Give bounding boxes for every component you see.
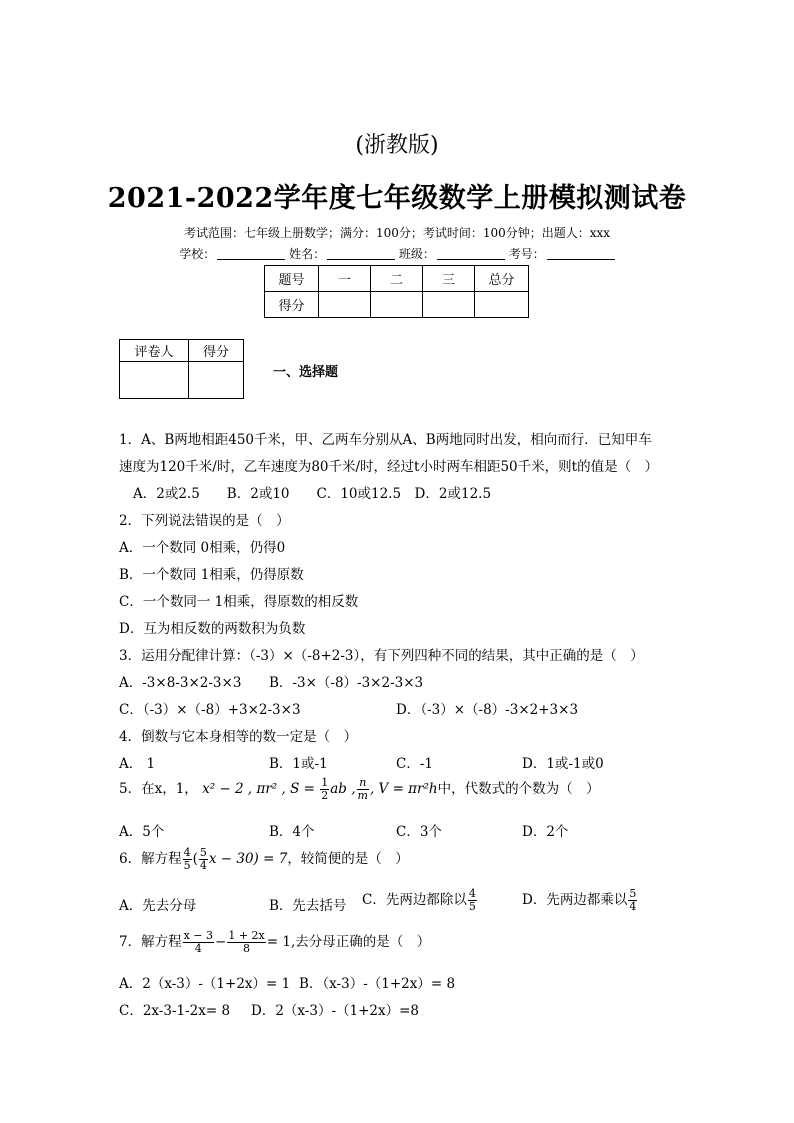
grader-cell[interactable] (120, 362, 189, 399)
q7-eq: = 1 (266, 934, 291, 950)
q5-option-a: A．5个 (119, 824, 165, 840)
q6-suffix: ，较简便的是（ ） (287, 851, 409, 867)
q3-option-c: C．（-3）×（-8）+3×2-3×3 (119, 702, 301, 718)
q2-option-a: A．一个数同 0相乘，仍得0 (119, 540, 286, 556)
q6-option-b: B．先去括号 (269, 898, 347, 914)
q6-expr-rest: x − 30) = 7 (208, 851, 288, 867)
q6-fraction-5-4: $\frac{5}{4}$ (199, 846, 207, 872)
score-row-label: 得分 (265, 292, 319, 318)
name-label: 姓名： (289, 247, 326, 261)
student-fields (0, 245, 794, 262)
q2-stem: 2．下列说法错误的是（ ） (119, 513, 290, 529)
q5-expr-part2: ab , (330, 781, 356, 797)
q4-option-a: A． 1 (119, 756, 156, 772)
q6-option-d-fraction: $\frac{5}{4}$ (629, 887, 637, 913)
class-field[interactable] (437, 247, 505, 260)
q4-option-d: D．1或-1或0 (522, 756, 604, 772)
q3-option-b: B．-3×（-8）-3×2-3×3 (269, 675, 424, 691)
score-cell[interactable] (319, 292, 371, 318)
score-table (264, 265, 529, 318)
section-title: 一、选择题 (273, 365, 339, 380)
school-field[interactable] (217, 247, 285, 260)
q6-paren: ( (192, 851, 198, 867)
q2-option-d: D．互为相反数的两数积为负数 (119, 621, 306, 637)
q7-option-b: B．（x-3）-（1+2x）= 8 (299, 976, 456, 992)
score-cell[interactable] (423, 292, 475, 318)
exam-info: 考试范围：七年级上册数学；满分：100分；考试时间：100分钟；出题人：xxx (183, 226, 611, 240)
q6-fraction-4-5: $\frac{4}{5}$ (183, 846, 191, 872)
q6-stem (119, 847, 409, 872)
score-table-header: 总分 (475, 266, 529, 292)
q7-option-d: D．2（x-3）-（1+2x）=8 (251, 1003, 420, 1019)
q7-option-c: C．2x-3-1-2x= 8 (119, 1003, 231, 1019)
q7-minus: − (215, 934, 227, 950)
grader-header: 得分 (189, 340, 244, 362)
grader-table (119, 339, 244, 399)
q5-suffix: 中，代数式的个数为（ ） (437, 781, 600, 797)
q2-option-b: B．一个数同 1相乘，仍得原数 (119, 567, 304, 583)
exam-number-label: 考号： (508, 247, 545, 261)
class-label: 班级： (398, 247, 435, 261)
q4-option-c: C．-1 (396, 756, 433, 772)
q1-line1: 1．A、B两地相距450千米，甲、乙两车分别从A、B两地同时出发，相向而行．已知甲车 (119, 432, 652, 448)
score-table-header: 三 (423, 266, 475, 292)
q7-suffix: ,去分母正确的是（ ） (290, 934, 431, 950)
q5-prefix: 5．在x，1， (119, 781, 198, 797)
score-cell[interactable] (371, 292, 423, 318)
q6-prefix: 6．解方程 (119, 851, 182, 867)
q6-option-c-fraction: $\frac{4}{5}$ (468, 887, 476, 913)
subtitle: (浙教版) (355, 133, 439, 158)
score-table-header: 二 (371, 266, 423, 292)
q3-option-d: D．（-3）×（-8）-3×2+3×3 (396, 702, 579, 718)
q5-option-c: C．3个 (396, 824, 442, 840)
q5-stem (119, 777, 600, 802)
q5-expr-part3: , V = πr²h (369, 781, 438, 797)
q6-option-c: C．先两边都除以 $\frac{4}{5}$ (362, 887, 476, 913)
q4-stem: 4．倒数与它本身相等的数一定是（ ） (119, 729, 358, 745)
q7-fraction-1: $\frac{x - 3}{4}$ (183, 929, 214, 955)
q5-fraction-half: $\frac{1}{2}$ (321, 776, 329, 802)
school-label: 学校： (179, 247, 216, 261)
q5-option-b: B．4个 (269, 824, 315, 840)
q5-expr-part1: x² − 2 , πr² , S = (202, 781, 320, 797)
q3-stem: 3．运用分配律计算：（-3）×（-8+2-3），有下列四种不同的结果，其中正确的是（ ） (119, 648, 644, 664)
score-table-header: 题号 (265, 266, 319, 292)
q7-option-a: A．2（x-3）-（1+2x）= 1 (119, 976, 291, 992)
q6-option-a: A．先去分母 (119, 898, 197, 914)
q7-fraction-2: $\frac{1 + 2x}{8}$ (228, 929, 265, 955)
q4-option-b: B．1或-1 (269, 756, 328, 772)
q1-line2: 速度为120千米/时，乙车速度为80千米/时，经过t小时两车相距50千米，则t的值是（ ） (119, 459, 659, 475)
page-title: 2021-2022学年度七年级数学上册模拟测试卷 (107, 183, 687, 214)
q2-option-c: C．一个数同一 1相乘，得原数的相反数 (119, 594, 359, 610)
q5-option-d: D．2个 (522, 824, 569, 840)
q7-prefix: 7．解方程 (119, 934, 182, 950)
exam-number-field[interactable] (547, 247, 615, 260)
score-cell[interactable] (475, 292, 529, 318)
q3-option-a: A．-3×8-3×2-3×3 (119, 675, 242, 691)
q6-option-d: D．先两边都乘以 $\frac{5}{4}$ (522, 887, 637, 913)
q1-options: A．2或2.5 B．2或10 C．10或12.5 D．2或12.5 (133, 486, 492, 502)
q7-stem (119, 930, 430, 955)
name-field[interactable] (327, 247, 395, 260)
grader-header: 评卷人 (120, 340, 189, 362)
grader-cell[interactable] (189, 362, 244, 399)
score-table-header: 一 (319, 266, 371, 292)
q5-fraction-n-over-m: $\frac{n}{m}$ (357, 776, 368, 802)
